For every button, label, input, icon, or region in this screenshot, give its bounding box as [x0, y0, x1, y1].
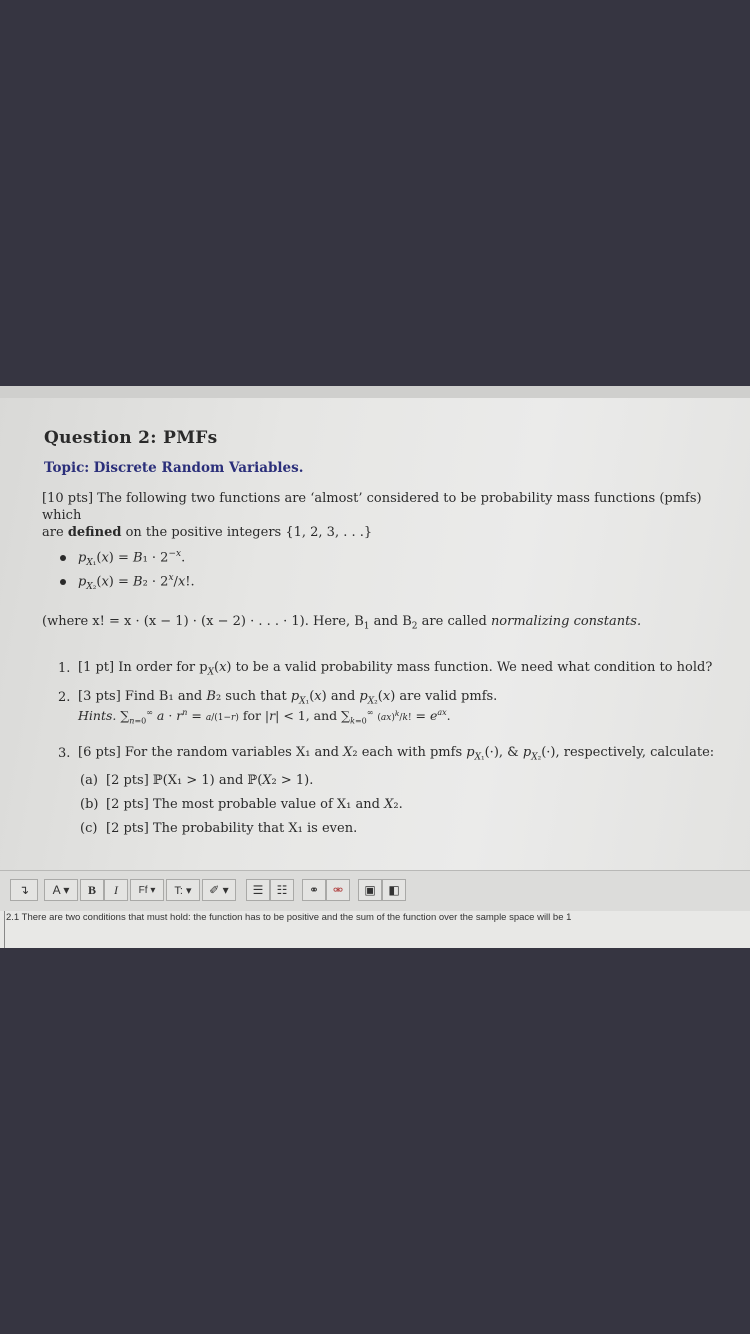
where-line: (where x! = x · (x − 1) · (x − 2) · . . . · 1). Here, $B_1$ and $B_2$ are called normalizing constants.: [42, 614, 642, 632]
bullet-px1: [60, 546, 195, 570]
answer-textarea[interactable]: [0, 911, 750, 948]
font-family-dropdown[interactable]: Ff ▾: [130, 879, 164, 901]
font-color-button[interactable]: A ▾: [44, 879, 78, 901]
page-edge: [0, 386, 750, 398]
paste-button[interactable]: ◧: [382, 879, 406, 901]
bullet-px2: [60, 570, 195, 594]
font-size-dropdown[interactable]: T: ▾: [166, 879, 200, 901]
intro-domain: on the positive integers {1, 2, 3, . . .}: [125, 525, 373, 540]
pmf-bullets: [60, 546, 195, 594]
item-number: 1.: [58, 661, 71, 676]
hints-line: [78, 708, 451, 726]
italic-button[interactable]: I: [104, 879, 128, 901]
subpart-b-text: [2 pts] The most probable value of X₁ and X₂.: [106, 796, 403, 812]
item-3: [58, 739, 738, 768]
insert-icon[interactable]: ↴: [10, 879, 38, 901]
subpart-b: [80, 792, 403, 816]
unlink-button[interactable]: ⚮: [326, 879, 350, 901]
photographed-document: [0, 386, 750, 948]
topic-value: Discrete Random Variables.: [93, 460, 304, 476]
subpart-c: [80, 816, 403, 840]
numbered-list-button[interactable]: ☷: [270, 879, 294, 901]
insert-image-button[interactable]: ▣: [358, 879, 382, 901]
answer-text: 2.1 There are two conditions that must hold: the function has to be positive and the sum of the function over the sample space will be 1: [6, 912, 572, 923]
subpart-c-text: [2 pts] The probability that X₁ is even.: [106, 820, 358, 836]
item-2-text: [3 pts] Find B₁ and B₂ such that $p_{X_1}(x)$ and $p_{X_2}(x)$ are valid pmfs.: [78, 688, 498, 707]
item-number: 2.: [58, 690, 71, 705]
text-cursor: [4, 911, 5, 948]
question-title: Question 2: PMFs: [44, 428, 218, 448]
item-1: [58, 654, 738, 683]
item-1-text: [1 pt] In order for $p_X(x)$ to be a valid probability mass function. We need what condition to hold?: [78, 659, 713, 678]
intro-line-1: [10 pts] The following two functions are ‘almost’ considered to be probability mass functions (pmfs) which: [42, 491, 702, 523]
subpart-label: (c): [80, 820, 98, 836]
where-text-b: and B: [369, 614, 412, 629]
intro-paragraph: [42, 490, 726, 541]
item-3-subparts: [80, 768, 403, 840]
intro-are: are: [42, 525, 64, 540]
normalizing-constants: normalizing constants.: [490, 614, 642, 629]
hints-formula: $\sum_{n=0}^\infty$ $a \cdot r^n = a/(1-r)$ for |r| < 1, and $\sum_{k=0}^\infty$ (ax)$^k$/k! = $e^{ax}$.: [120, 708, 451, 726]
where-text-c: are called: [417, 614, 491, 629]
bullet-list-button[interactable]: ☰: [246, 879, 270, 901]
pmf1-formula: $p_{X_1}(x) = B_1 \cdot 2^{-x}$.: [78, 548, 186, 568]
subpart-label: (b): [80, 796, 99, 812]
hints-label: Hints.: [78, 708, 117, 724]
subpart-a: [80, 768, 403, 792]
bullet-dot: [60, 579, 66, 585]
topic-label: Topic:: [44, 460, 90, 476]
link-button[interactable]: ⚭: [302, 879, 326, 901]
intro-line-2: [42, 524, 726, 541]
item-3-text: [6 pts] For the random variables X₁ and X₂ each with pmfs $p_{X_1}(\cdot)$, & $p_{X_2}(\cdot)$, respectively, calculate:: [78, 744, 715, 763]
brush-dropdown[interactable]: ✐ ▾: [202, 879, 236, 901]
subpart-label: (a): [80, 772, 98, 788]
where-text-a: (where x! = x · (x − 1) · (x − 2) · . . . · 1). Here, B: [42, 614, 364, 629]
subpart-a-text: [2 pts] ℙ(X₁ > 1) and ℙ(X₂ > 1).: [106, 772, 314, 788]
item-number: 3.: [58, 746, 71, 761]
pmf2-formula: $p_{X_2}(x) = B_2 \cdot 2^x/x$!.: [78, 572, 195, 592]
bold-button[interactable]: B: [80, 879, 104, 901]
bullet-dot: [60, 555, 66, 561]
topic-line: [44, 460, 303, 476]
intro-defined: defined: [67, 525, 122, 540]
editor-toolbar: [0, 870, 750, 912]
